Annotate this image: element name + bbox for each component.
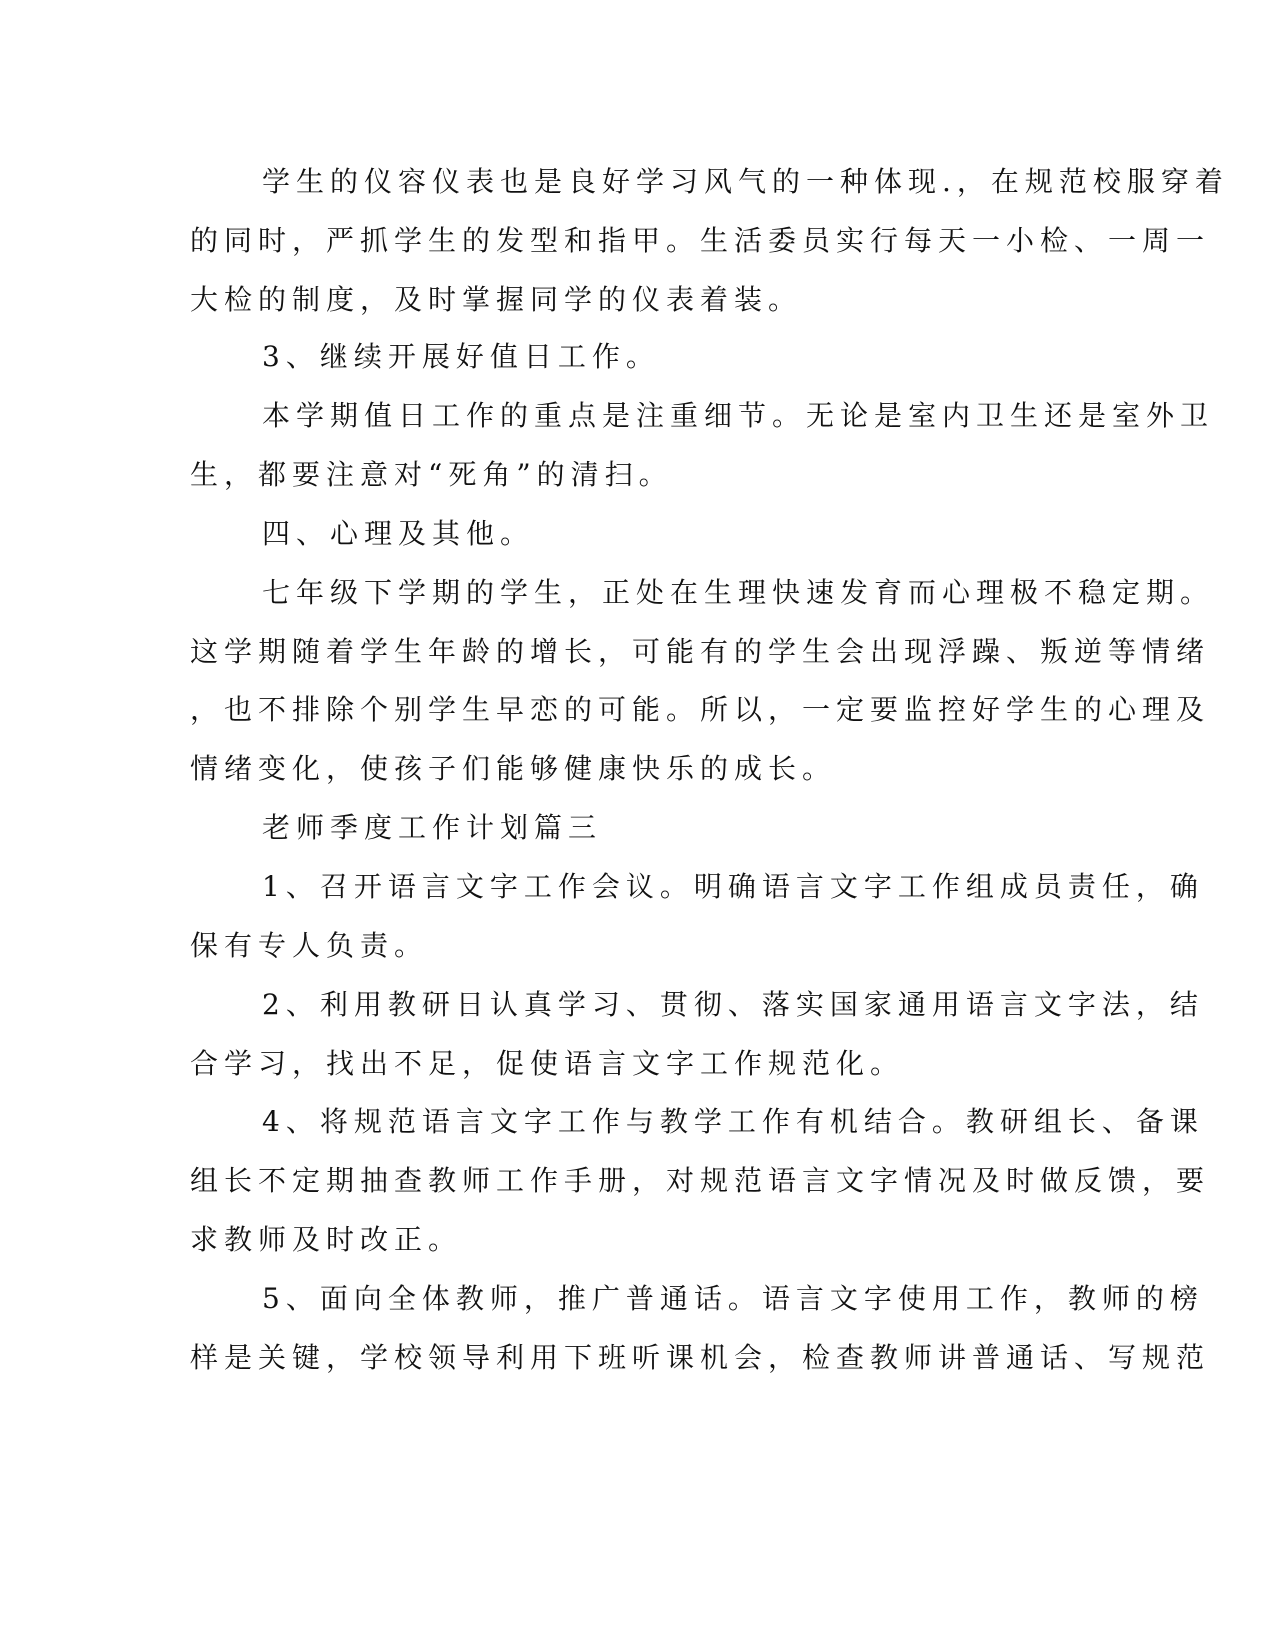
text-line: 求教师及时改正。: [190, 1223, 463, 1256]
section-heading: 老师季度工作计划篇三: [262, 811, 603, 844]
text-line: 2、利用教研日认真学习、贯彻、落实国家通用语言文字法，结: [262, 988, 1204, 1021]
text-line: 3、继续开展好值日工作。: [262, 340, 660, 373]
text-line: 四、心理及其他。: [262, 517, 535, 550]
text-line: 生，都要注意对“死角”的清扫。: [190, 458, 673, 491]
text-line: 5、面向全体教师，推广普通话。语言文字使用工作，教师的榜: [262, 1282, 1204, 1315]
text-line: 的同时，严抓学生的发型和指甲。生活委员实行每天一小检、一周一: [190, 224, 1211, 257]
text-line: 学生的仪容仪表也是良好学习风气的一种体现.，在规范校服穿着: [262, 165, 1229, 198]
text-line: 合学习，找出不足，促使语言文字工作规范化。: [190, 1047, 905, 1080]
text-line: 保有专人负责。: [190, 929, 429, 962]
text-line: 情绪变化，使孩子们能够健康快乐的成长。: [190, 752, 837, 785]
text-line: 本学期值日工作的重点是注重细节。无论是室内卫生还是室外卫: [262, 399, 1215, 432]
text-line: 七年级下学期的学生，正处在生理快速发育而心理极不稳定期。: [262, 576, 1215, 609]
text-line: ，也不排除个别学生早恋的可能。所以，一定要监控好学生的心理及: [190, 693, 1211, 726]
text-line: 这学期随着学生年龄的增长，可能有的学生会出现浮躁、叛逆等情绪: [190, 635, 1211, 668]
text-line: 4、将规范语言文字工作与教学工作有机结合。教研组长、备课: [262, 1105, 1204, 1138]
text-line: 样是关键，学校领导利用下班听课机会，检查教师讲普通话、写规范: [190, 1341, 1211, 1374]
text-line: 1、召开语言文字工作会议。明确语言文字工作组成员责任，确: [262, 870, 1204, 903]
text-line: 大检的制度，及时掌握同学的仪表着装。: [190, 283, 803, 316]
text-line: 组长不定期抽查教师工作手册，对规范语言文字情况及时做反馈，要: [190, 1164, 1211, 1197]
